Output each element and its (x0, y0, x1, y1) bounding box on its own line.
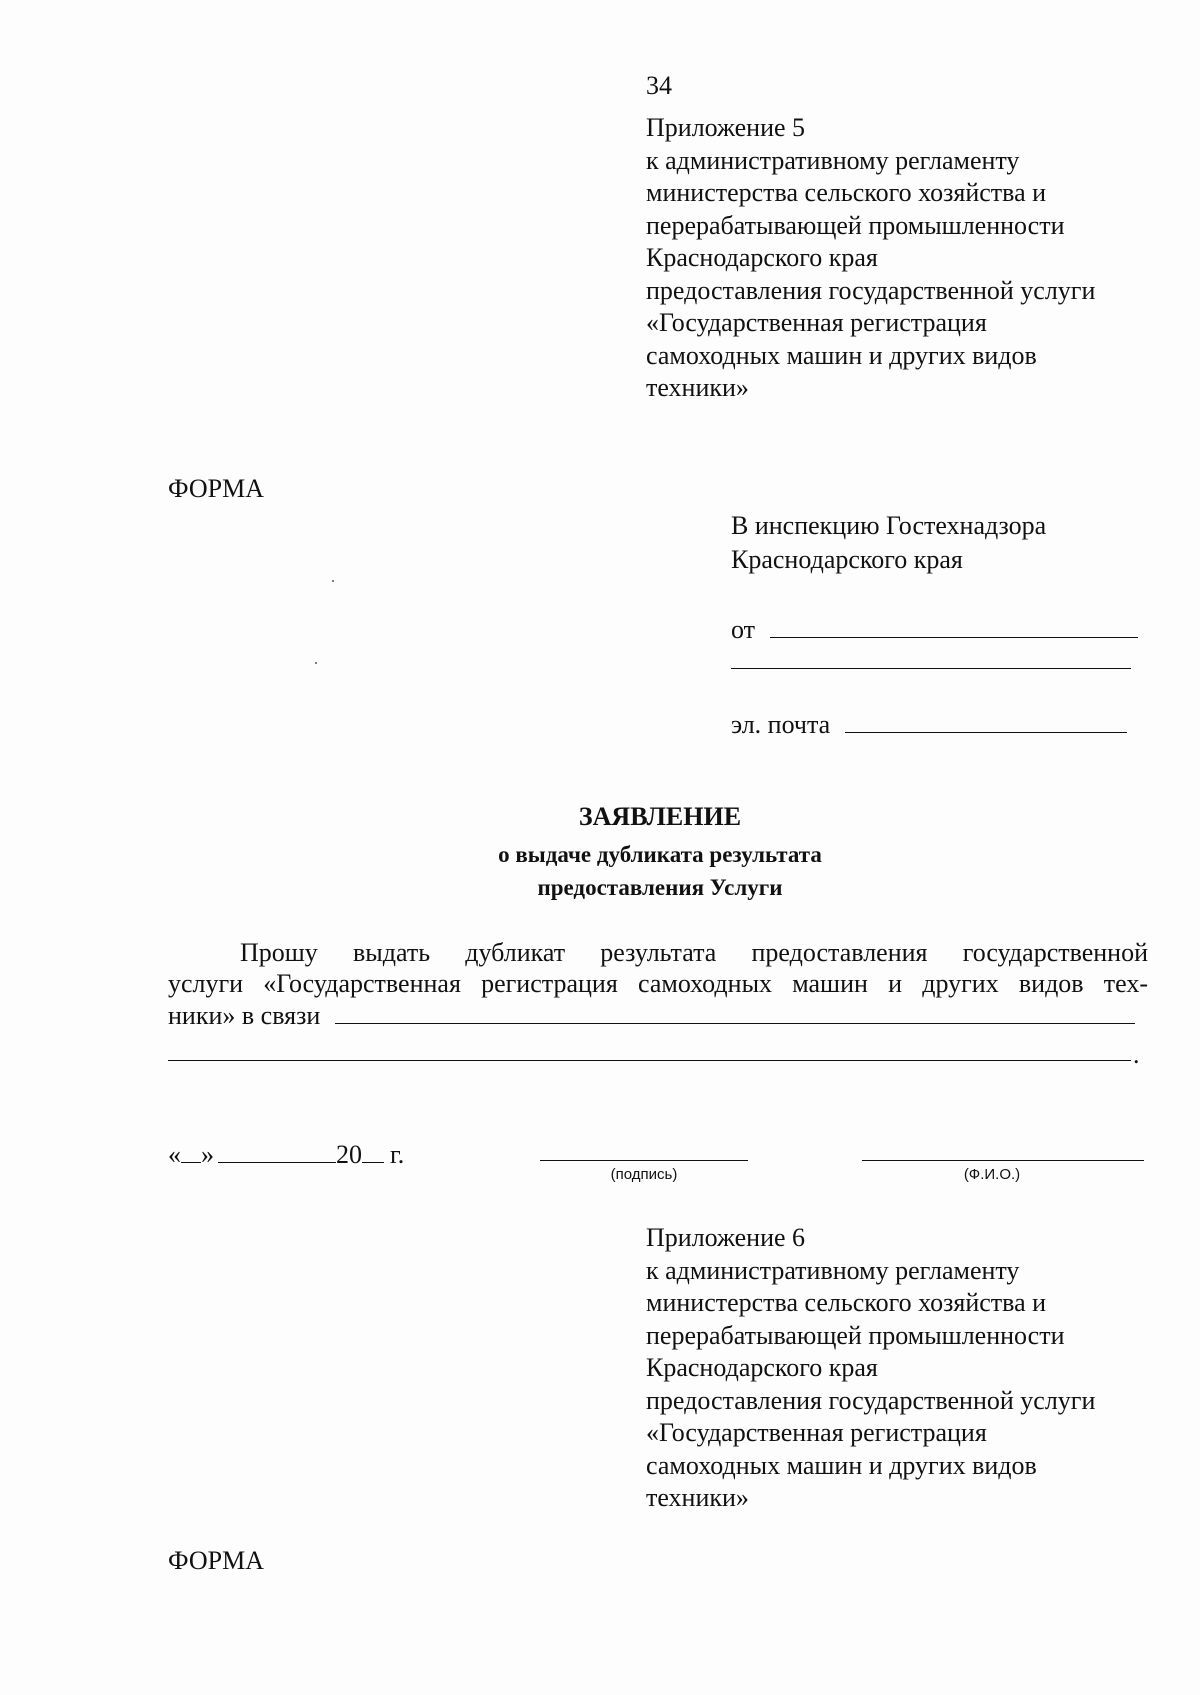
appendix-6-line: техники» (646, 1483, 749, 1512)
year-suffix: г. (390, 1140, 405, 1169)
fio-caption: (Ф.И.О.) (963, 1166, 1021, 1183)
day-input-line[interactable] (181, 1138, 201, 1163)
page-number: 34 (646, 71, 672, 100)
year-prefix: 20 (336, 1140, 362, 1169)
scan-speck (332, 580, 334, 582)
appendix-5-line: «Государственная регистрация (646, 308, 987, 337)
appendix-5-line: Краснодарского края (646, 243, 878, 272)
appendix-6-line: к административному регламенту (646, 1255, 1020, 1285)
appendix-6-line: Приложение 6 (646, 1223, 806, 1252)
addressee-line-1: В инспекцию Гостехнадзора (731, 511, 1047, 540)
appendix-6-line: министерства сельского хозяйства и (646, 1288, 1047, 1317)
from-input-line-2[interactable] (731, 668, 1131, 669)
appendix-6-line: самоходных машин и других видов (646, 1450, 1037, 1480)
signature-caption: (подпись) (610, 1166, 678, 1183)
year-input-line[interactable] (362, 1138, 384, 1163)
from-input-line[interactable] (770, 613, 1138, 638)
appendix-6-header (646, 1222, 1176, 1515)
statement-body-line: Прошу выдать дубликат результата предоставления государственной (240, 938, 1148, 967)
month-input-line[interactable] (218, 1138, 336, 1163)
date-row (168, 1138, 404, 1170)
appendix-5-line: техники» (646, 373, 749, 402)
appendix-5-line: самоходных машин и других видов (646, 340, 1037, 370)
email-input-line[interactable] (845, 708, 1127, 733)
quote-close: » (201, 1140, 214, 1169)
appendix-5-header (646, 112, 1176, 405)
statement-subtitle-line-1: о выдаче дубликата результата (498, 842, 822, 867)
appendix-6-line: Краснодарского края (646, 1353, 878, 1382)
statement-body (168, 937, 1148, 1031)
from-row (731, 613, 1138, 646)
appendix-5-line: перерабатывающей промышленности (646, 210, 1065, 240)
end-punctuation: . (1133, 1040, 1140, 1069)
addressee-line-2: Краснодарского края (731, 545, 963, 574)
form-label: ФОРМА (168, 474, 264, 503)
scan-speck (315, 662, 317, 664)
appendix-6-line: перерабатывающей промышленности (646, 1320, 1065, 1350)
appendix-6-line: предоставления государственной услуги (646, 1385, 1096, 1415)
appendix-5-line: Приложение 5 (646, 113, 806, 142)
appendix-6-line: «Государственная регистрация (646, 1418, 987, 1447)
form-label: ФОРМА (168, 1546, 264, 1575)
quote-open: « (168, 1140, 181, 1169)
statement-body-line: услуги «Государственная регистрация самоходных машин и других видов тех- (168, 969, 1148, 998)
email-label: эл. почта (731, 710, 831, 739)
statement-body-line (168, 999, 1148, 1031)
appendix-5-line: министерства сельского хозяйства и (646, 178, 1047, 207)
statement-title: ЗАЯВЛЕНИЕ (578, 802, 742, 831)
reason-prefix: ники» в связи (168, 1001, 321, 1030)
statement-subtitle-line-2: предоставления Услуги (537, 875, 783, 900)
signature-input-line[interactable] (540, 1160, 748, 1161)
reason-input-line-2[interactable] (168, 1060, 1131, 1061)
appendix-5-line: к административному регламенту (646, 145, 1020, 175)
from-label: от (731, 615, 756, 644)
email-row (731, 708, 1127, 741)
appendix-5-line: предоставления государственной услуги (646, 275, 1096, 305)
fio-input-line[interactable] (862, 1160, 1144, 1161)
reason-input-line[interactable] (335, 999, 1135, 1024)
